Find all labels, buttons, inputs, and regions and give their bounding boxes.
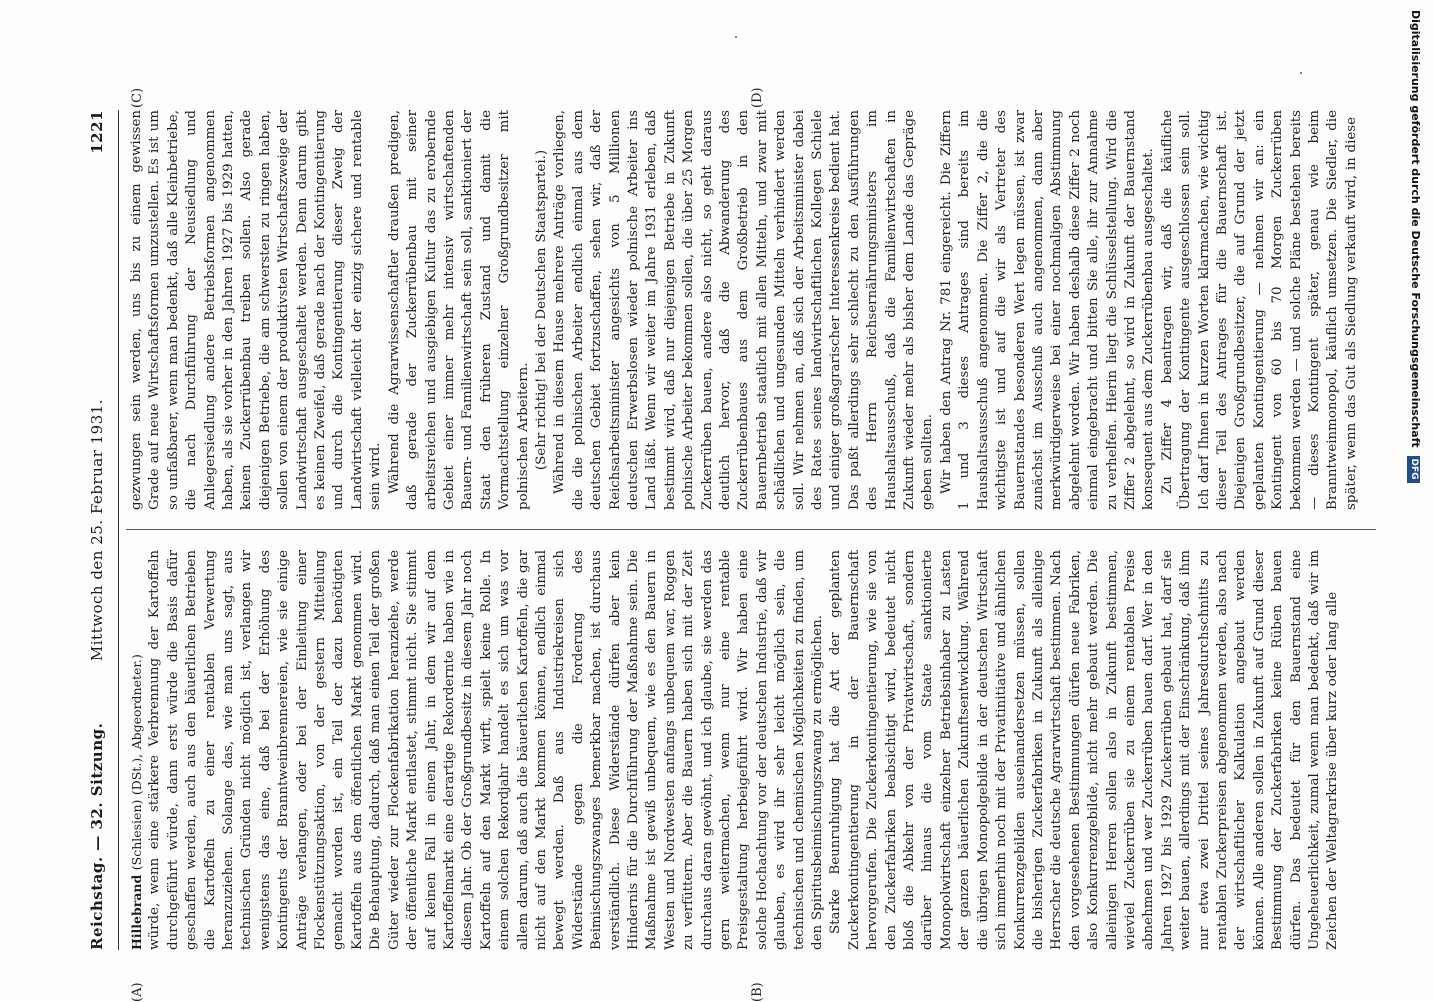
interjection: (Sehr richtig! bei der Deutschen Staatspartei.) [533,149,549,471]
digitization-text: Digitalisierung gefördert durch die Deutsche Forschungsgemeinschaft [1409,10,1422,448]
margin-mark-b: (B) [750,982,765,1002]
scan-speck [1300,72,1302,74]
speaker-line [128,550,146,950]
paragraph: Während in diesem Hause mehrere Anträge vorliegen, die die polnischen Arbeiter endlich einmal aus dem deutschen Gebiet fortzuschaffen, sehen wir, daß der Reichsarbeitsminister angesichts von 5 Millionen deutschen Erwerbslosen wieder polnische Arbeiter ins Land läßt. Wenn wir weiter im Jahre 1931 erleben, daß bestimmt wird, daß nur diejenigen Betriebe in Zukunft polnische Arbeiter bekommen sollen, die über 25 Morgen Zuckerrüben bauen, andere also nicht, so geht daraus deutlich hervor, daß die Abwanderung des Zuckerrübenbaues aus dem Großbetrieb in den Bauernbetrieb staatlich mit allen Mitteln, und zwar mit schädlichen und ungesunden Mitteln verhindert werden soll. Wir nehmen an, daß sich der Arbeitsminister dabei des Rates seines landwirtschaftlichen Kollegen Schiele und einiger großagrarischer Interessenkreise bedient hat. Das paßt allerdings sehr schlecht zu den Ausführungen des Herrn Reichsernährungsministers im Haushaltsausschuß, daß die Familienwirtschaften in Zukunft wieder mehr als bisher dem Lande das Gepräge geben sollten. [552,110,936,510]
header-session: Reichstag. — 32. Sitzung. [88,722,106,950]
margin-mark-d: (D) [750,87,765,108]
page-number: 1221 [88,110,106,154]
paragraph: gezwungen sein werden, uns bis zu einem gewissen Grade auf neue Wirtschaftsformen umzustellen. Es ist um so unfaßbarer, wenn man bedenkt, daß alle Kleinbetriebe, die nach Durchführung der Neusiedlung und Anliegersiedlung andere Betriebsformen angenommen haben, als sie vorher in den Jahren 1927 bis 1929 hatten, keinen Zuckerrübenbau treiben sollen. Also gerade diejenigen Betriebe, die am schwersten zu ringen haben, sollen von einem der produktivsten Wirtschaftszweige der Landwirtschaft ausgeschaltet werden. Denn darum gibt es keinen Zweifel, daß gerade nach der Kontingentierung und durch die Kontingentierung dieser Zweig der Landwirtschaft vielleicht der einzig sichere und rentable sein wird. [129,110,384,510]
speaker-affiliation: (Schlesien) (DSt.), Abgeordneter.) [129,654,144,871]
dfg-logo: DFG [1407,456,1420,483]
text-column-left [128,550,1378,950]
speaker-name: Hillebrand [129,874,144,950]
page-header [88,110,114,950]
paragraph: Zu Ziffer 4 beantragen wir, daß die käufliche Übertragung der Kontingente ausgeschlossen sein soll. Ich darf Ihnen in kurzen Worten klarmachen, wie wichtig dieser Teil des Antrages für die Bauernschaft ist. Diejenigen Großgrundbesitzer, die auf Grund der jetzt geplanten Kontingentierung — nehmen wir an: ein Kontingent von 60 bis 70 Morgen Zuckerrüben bekommen werden — und solche Pläne bestehen bereits — dieses Kontingent später, genau wie beim Branntweinmonopol, käuflich umsetzen. Die Siedler, die später, wenn das Gut als Siedlung verkauft wird, in diese [1159,110,1359,510]
digitization-credit [1408,10,1430,990]
rotated-page-content [60,80,1400,1002]
header-date: Mittwoch den 25. Februar 1931. [88,398,106,662]
paragraph: Während die Agrarwissenschaftler draußen predigen, daß gerade der Zuckerrübenbau mit seiner arbeitsreichen und ausgiebigen Kultur das zu erobernde Gebiet einer immer mehr intensiv wirtschaftenden Bauern- und Familienwirtschaft sein soll, sanktioniert der Staat den früheren Zustand und damit die Vormachtstellung einzelner Großgrundbesitzer mit polnischen Arbeitern. [386,110,531,510]
text-column-right [128,110,1378,510]
paragraph: Starke Beunruhigung hat die Art der geplanten Zuckerkontingentierung in der Bauernschaft hervorgerufen. Die Zuckerkontingentierung, wie sie von den Zuckerfabriken beabsichtigt wird, bedeutet nicht bloß die Abkehr von der Privatwirtschaft, sondern darüber hinaus die vom Staate sanktionierte Monopolwirtschaft einzelner Betriebsinhaber zu Lasten der ganzen bäuerlichen Zukunftsentwicklung. Während die übrigen Monopolgebilde in der deutschen Wirtschaft sich immerhin noch mit der Privatinitiative und ähnlichen Konkurrenzgebilden auseinandersetzen müssen, sollen die bisherigen Zuckerfabriken in Zukunft als alleinige Herrscher die deutsche Agrarwirtschaft bestimmen. Nach den vorgesehenen Bestimmungen dürfen neue Fabriken, also Konkurrenzgebilde, nicht mehr gebaut werden. Die alleinigen Herren sollen also in Zukunft bestimmen, wieviel Zuckerrüben sie zu einem rentablen Preise abnehmen und wer Zuckerrüben bauen darf. Wer in den Jahren 1927 bis 1929 Zuckerrüben gebaut hat, darf sie weiter bauen, allerdings mit der Einschränkung, daß ihm nur etwa zwei Drittel seines Jahresdurchschnitts zu rentablen Zuckerpreisen abgenommen werden, also nach der wirtschaftlicher Kalkulation angebaut werden können. Alle anderen sollen in Zukunft auf Grund dieser Bestimmung der Zuckerfabriken keine Rüben bauen dürfen. Das bedeutet für den Bauernstand eine Ungeheuerlichkeit, zumal wenn man bedenkt, daß wir im Zeichen der Weltagrarkrise über kurz oder lang alle [828,550,1341,950]
column-divider [126,529,1376,530]
margin-mark-a: (A) [130,982,145,1002]
header-rule [118,110,119,950]
margin-mark-c: (C) [130,87,145,108]
paragraph: Wir haben den Antrag Nr. 781 eingereicht. Die Ziffern 1 und 3 dieses Antrages sind bereits im Haushaltsausschuß angenommen. Die Ziffer 2, die die wichtigste ist und auf die wir als Vertreter des Bauernstandes besonderen Wert legen müssen, ist zwar zunächst im Ausschuß auch angenommen, dann aber merkwürdigerweise bei einer nochmaligen Abstimmung abgelehnt worden. Wir haben deshalb diese Ziffer 2 noch einmal eingebracht und bitten Sie alle, ihr zur Annahme zu verhelfen. Hierin liegt die Schlüsselstellung. Wird die Ziffer 2 abgelehnt, so wird in Zukunft der Bauernstand konsequent aus dem Zuckerrübenbau ausgeschaltet. [938,110,1157,510]
paragraph: würde, wenn eine stärkere Verbrennung der Kartoffeln durchgeführt würde, dann erst würde die Basis dafür geschaffen werden, auch aus den bäuerlichen Betrieben die Kartoffeln zu einer rentablen Verwertung heranzuziehen. Solange das, wie man uns sagt, aus technischen Gründen nicht möglich ist, verlangen wir wenigstens das eine, daß bei der Erhöhung des Kontingents der Branntweinbrennereien, wie sie einige Anträge verlangen, oder bei der Einleitung einer Flockenstützungsaktion, von der gestern Mitteilung gemacht worden ist, ein Teil der dazu benötigten Kartoffeln aus dem öffentlichen Markt genommen wird. Die Behauptung, dadurch, daß man einen Teil der großen Güter wieder zur Flockenfabrikation heranziehe, werde der öffentliche Markt entlastet, stimmt nicht. Sie stimmt auf keinen Fall in einem Jahr, in dem wir auf dem Kartoffelmarkt eine derartige Rekordernte haben wie in diesem Jahr. Ob der Großgrundbesitz in diesem Jahr noch Kartoffeln auf den Markt wirft, spielt keine Rolle. In einem solchen Rekordjahr handelt es sich um was vor allem darum, daß auch die bäuerlichen Kartoffeln, die gar nicht auf den Markt kommen können, endlich einmal bewegt werden. Daß aus Industriekreisen sich Widerstände gegen die Forderung des Beimischungszwanges bemerkbar machen, ist durchaus verständlich. Diese Widerstände dürfen aber kein Hindernis für die Durchführung der Maßnahme sein. Die Maßnahme ist gewiß unbequem, wie es den Bauern in Westen und Nordwesten anfangs unbequem war, Roggen zu verfüttern. Aber die Bauern haben sich mit der Zeit durchaus daran gewöhnt, und ich glaube, sie werden das gern weitermachen, wenn nur eine rentable Preisgestaltung herbeigeführt wird. Wir haben eine solche Hochachtung vor der deutschen Industrie, daß wir glauben, es wird ihr sehr leicht möglich sein, die technischen und chemischen Möglichkeiten zu finden, um den Spiritusbeimischungszwang zu ermöglichen. [147,550,826,950]
scan-speck [735,36,737,38]
